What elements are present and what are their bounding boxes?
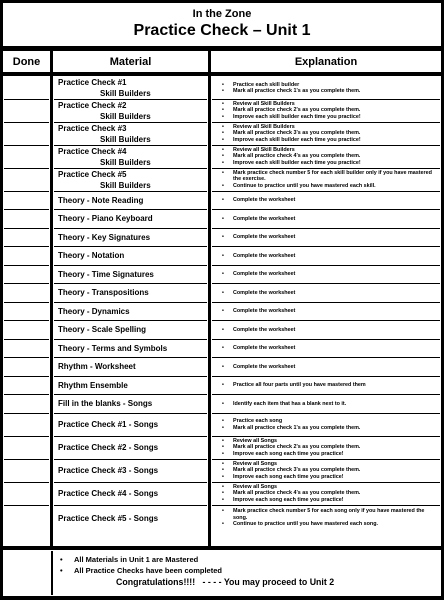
material-cell — [58, 436, 204, 459]
material-text: Skill Builders — [100, 180, 151, 190]
material-text: Theory - Dynamics — [58, 306, 130, 316]
explanation-list — [218, 170, 437, 189]
explanation-item: • Complete the worksheet — [233, 253, 437, 259]
footer-divider — [51, 551, 53, 595]
explanation-cell — [218, 145, 437, 168]
explanation-cell — [218, 358, 437, 377]
explanation-item: • Continue to practice until you have mastered each song. — [233, 521, 437, 527]
material-cell — [58, 247, 204, 266]
material-cell — [58, 265, 204, 284]
material-text: Theory - Note Reading — [58, 195, 144, 205]
material-text: Practice Check #2 - Songs — [58, 443, 159, 452]
explanation-item: • Complete the worksheet — [233, 327, 437, 333]
explanation-list — [218, 197, 437, 203]
row-divider — [4, 228, 49, 229]
explanation-item: • Review all Skill Builders — [233, 147, 437, 153]
material-text: Theory - Key Signatures — [58, 232, 151, 242]
material-cell — [58, 459, 204, 482]
explanation-list — [218, 418, 437, 431]
explanation-item: • Practice all four parts until you have mastered them — [233, 382, 437, 388]
material-text: Skill Builders — [100, 89, 151, 98]
explanation-cell — [218, 284, 437, 303]
explanation-cell — [218, 99, 437, 122]
explanation-list — [218, 401, 437, 407]
done-column-header: Done — [3, 51, 50, 72]
explanation-item: • Improve each song each time you practice! — [233, 497, 437, 503]
explanation-item: • Mark all practice check 4's as you complete them. — [233, 153, 437, 159]
explanation-column-header: Explanation — [211, 51, 441, 72]
footer-content — [54, 551, 440, 595]
explanation-item: • Identify each item that has a blank next to it. — [233, 401, 437, 407]
explanation-list — [218, 216, 437, 222]
completion-footer — [3, 550, 441, 596]
explanation-cell — [218, 321, 437, 340]
explanation-cell — [218, 395, 437, 414]
material-text: Theory - Time Signatures — [58, 269, 154, 279]
explanation-item: • Complete the worksheet — [233, 216, 437, 222]
row-divider — [4, 265, 49, 266]
row-divider — [4, 99, 49, 100]
material-column-header: Material — [53, 51, 208, 72]
material-cell — [58, 358, 204, 377]
explanation-item: • Review all Songs — [233, 438, 437, 444]
material-cell — [58, 210, 204, 229]
explanation-item: • Complete the worksheet — [233, 197, 437, 203]
explanation-cell — [218, 459, 437, 482]
explanation-list — [218, 461, 437, 480]
explanation-item: • Mark all practice check 1's as you complete them. — [233, 88, 437, 94]
explanation-list — [218, 364, 437, 370]
material-text: Theory - Scale Spelling — [58, 325, 147, 335]
explanation-item: • Complete the worksheet — [233, 290, 437, 296]
congrats-text: Congratulations!!!! - - - - You may proceed to Unit 2 — [116, 577, 335, 587]
row-divider — [4, 436, 49, 437]
explanation-item: • Review all Skill Builders — [233, 101, 437, 107]
row-divider — [4, 246, 49, 247]
explanation-item: • Complete the worksheet — [233, 234, 437, 240]
explanation-item: • Review all Skill Builders — [233, 124, 437, 130]
material-cell — [58, 482, 204, 505]
explanation-list — [218, 345, 437, 351]
explanation-item: • Improve each skill builder each time you practice! — [233, 137, 437, 143]
explanation-list — [218, 508, 437, 527]
material-text: Theory - Transpositions — [58, 288, 149, 298]
explanation-list — [218, 290, 437, 296]
row-divider — [4, 302, 49, 303]
explanation-item: • Mark all practice check 2's as you complete them. — [233, 107, 437, 113]
row-divider — [4, 168, 49, 169]
explanation-cell — [218, 505, 437, 531]
material-text: Practice Check #5 - Songs — [58, 513, 159, 523]
explanation-list — [218, 438, 437, 457]
material-text: Practice Check #2 — [58, 100, 127, 110]
material-text: Rhythm - Worksheet — [58, 362, 136, 372]
page-title: Practice Check – Unit 1 — [133, 22, 311, 39]
material-text: Skill Builders — [100, 111, 151, 121]
explanation-item: • Improve each song each time you practice! — [233, 474, 437, 480]
explanation-cell — [218, 339, 437, 358]
row-divider — [4, 283, 49, 284]
explanation-item: • Improve each song each time you practice! — [233, 451, 437, 457]
explanation-list — [218, 253, 437, 259]
material-text: Theory - Piano Keyboard — [58, 214, 153, 224]
explanation-item: • Continue to practice until you have mastered each skill. — [233, 183, 437, 189]
explanation-list — [218, 234, 437, 240]
material-text: Skill Builders — [100, 134, 151, 144]
material-text: Practice Check #1 - Songs — [58, 420, 159, 429]
material-cell — [58, 395, 204, 414]
row-divider — [4, 459, 49, 460]
explanation-list — [218, 382, 437, 388]
material-cell — [58, 122, 204, 145]
material-cell — [58, 339, 204, 358]
explanation-item: • Complete the worksheet — [233, 364, 437, 370]
explanation-item: • Mark practice check number 5 for each song only if you have mastered the song. — [233, 508, 437, 521]
explanation-cell — [218, 210, 437, 229]
explanation-list — [218, 124, 437, 143]
row-divider — [4, 413, 49, 414]
row-divider — [4, 339, 49, 340]
explanation-list — [218, 327, 437, 333]
explanation-item: • Improve each skill builder each time you practice! — [233, 114, 437, 120]
explanation-list — [218, 147, 437, 166]
explanation-cell — [218, 122, 437, 145]
material-text: Practice Check #3 - Songs — [58, 466, 159, 475]
material-text: Skill Builders — [100, 157, 151, 167]
explanation-list — [218, 101, 437, 120]
explanation-column — [211, 76, 441, 546]
explanation-list — [218, 484, 437, 503]
material-text: Rhythm Ensemble — [58, 380, 128, 390]
explanation-cell — [218, 191, 437, 210]
footer-bullet: • All Practice Checks have been completed — [54, 565, 440, 576]
explanation-cell — [218, 413, 437, 436]
explanation-cell — [218, 436, 437, 459]
explanation-list — [218, 271, 437, 277]
explanation-item: • Mark all practice check 4's as you complete them. — [233, 490, 437, 496]
explanation-list — [218, 308, 437, 314]
row-divider — [4, 394, 49, 395]
material-cell — [58, 376, 204, 395]
explanation-item: • Mark practice check number 5 for each skill builder only if you have mastered the exercise. — [233, 170, 437, 183]
explanation-list — [218, 82, 437, 95]
explanation-cell — [218, 376, 437, 395]
material-cell — [58, 413, 204, 436]
explanation-cell — [218, 482, 437, 505]
explanation-item: • Complete the worksheet — [233, 271, 437, 277]
material-cell — [58, 284, 204, 303]
explanation-item: • Mark all practice check 2's as you complete them. — [233, 444, 437, 450]
material-text: Practice Check #3 — [58, 123, 127, 133]
explanation-cell — [218, 168, 437, 191]
explanation-cell — [218, 228, 437, 247]
explanation-item: • Complete the worksheet — [233, 345, 437, 351]
material-cell — [58, 321, 204, 340]
material-cell — [58, 302, 204, 321]
row-divider — [4, 209, 49, 210]
explanation-item: • Practice each skill builder — [233, 82, 437, 88]
row-divider — [4, 191, 49, 192]
explanation-cell — [218, 247, 437, 266]
explanation-item: • Improve each skill builder each time you practice! — [233, 160, 437, 166]
material-text: Theory - Notation — [58, 251, 125, 261]
material-cell — [58, 145, 204, 168]
material-cell — [58, 99, 204, 122]
row-divider — [4, 357, 49, 358]
row-divider — [4, 376, 49, 377]
explanation-item: • Review all Songs — [233, 461, 437, 467]
page-header — [3, 3, 441, 46]
done-column — [3, 76, 50, 546]
explanation-item: • Mark all practice check 3's as you complete them. — [233, 130, 437, 136]
material-text: Practice Check #4 — [58, 146, 127, 156]
row-divider — [4, 145, 49, 146]
material-text: Practice Check #4 - Songs — [58, 489, 159, 498]
explanation-cell — [218, 77, 437, 99]
explanation-item: • Mark all practice check 1's as you complete them. — [233, 425, 437, 431]
explanation-item: • Review all Songs — [233, 484, 437, 490]
explanation-item: • Mark all practice check 3's as you complete them. — [233, 467, 437, 473]
row-divider — [4, 482, 49, 483]
explanation-item: • Practice each song — [233, 418, 437, 424]
row-divider — [4, 505, 49, 506]
material-cell — [58, 77, 204, 99]
material-text: Practice Check #5 — [58, 169, 127, 179]
explanation-cell — [218, 302, 437, 321]
material-cell — [58, 228, 204, 247]
explanation-cell — [218, 265, 437, 284]
material-text: Theory - Terms and Symbols — [58, 343, 168, 353]
material-cell — [58, 168, 204, 191]
explanation-item: • Complete the worksheet — [233, 308, 437, 314]
material-text: Practice Check #1 — [58, 78, 127, 87]
material-cell — [58, 191, 204, 210]
material-cell — [58, 505, 204, 531]
row-divider — [4, 122, 49, 123]
footer-bullet: • All Materials in Unit 1 are Mastered — [54, 554, 440, 565]
material-column — [53, 76, 208, 546]
material-text: Fill in the blanks - Songs — [58, 399, 153, 409]
row-divider — [4, 320, 49, 321]
subtitle: In the Zone — [192, 8, 252, 20]
